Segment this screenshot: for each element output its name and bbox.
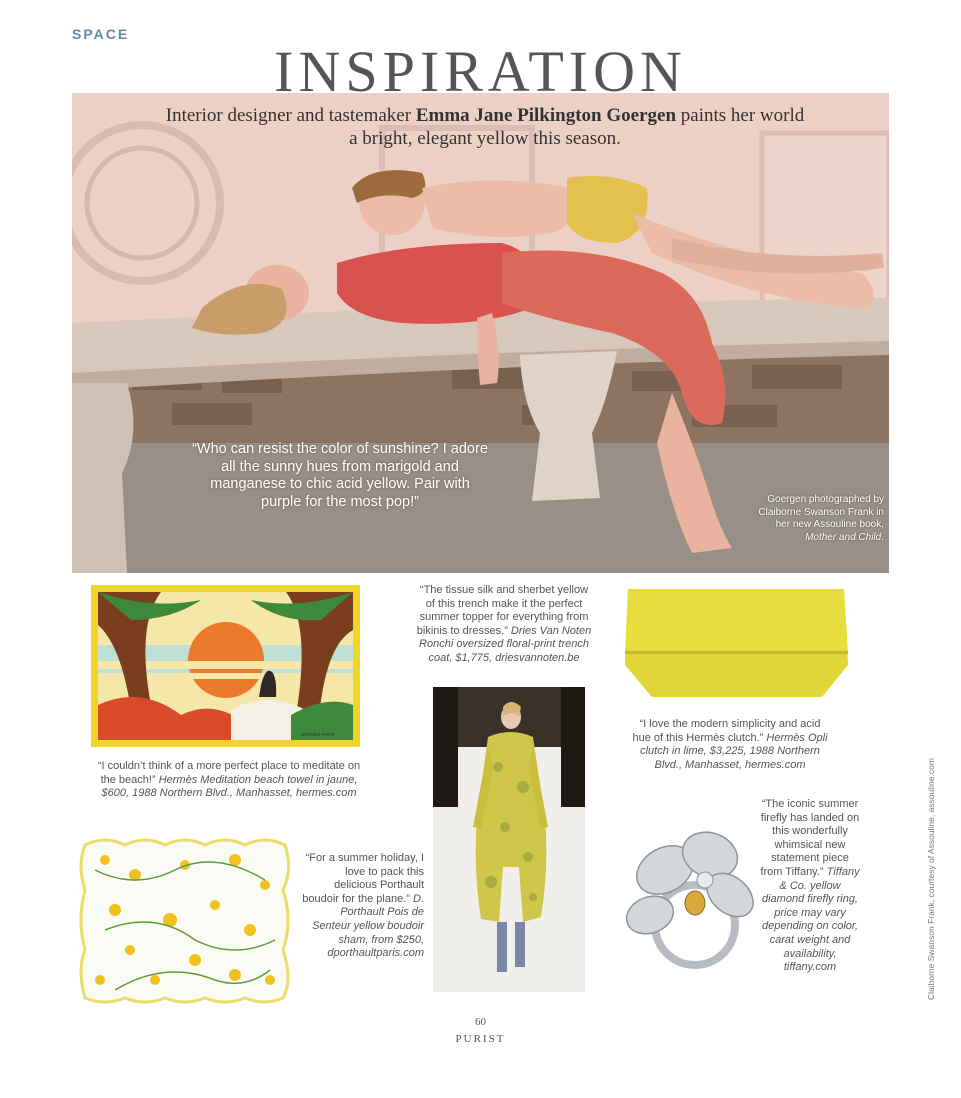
subtitle-rest: paints her world a bright, elegant yellow this season. — [349, 105, 805, 149]
clutch-caption — [630, 718, 830, 772]
clutch-illustration — [622, 585, 850, 710]
page-subtitle — [160, 104, 810, 150]
sham-caption — [300, 852, 424, 961]
side-photo-credit: Claiborne Swanson Frank, courtesy of Assouline, assouline.com — [926, 758, 936, 1000]
towel-image — [91, 585, 360, 747]
ring-detail: Tiffany & Co. yellow diamond firefly ring, price may vary depending on color, carat weight and availability, tiffany.com — [761, 865, 860, 974]
page-number: 60 — [475, 1016, 486, 1028]
ring-quote: “The iconic summer firefly has landed on this wonderfully whimsical new statement piece from Tiffany.” — [760, 798, 860, 878]
sham-detail: D. Porthault Pois de Senteur yellow boudoir sham, from $250, dporthaultparis.com — [312, 892, 424, 960]
hero-credit-book: Mother and Child — [805, 531, 882, 543]
hero-photo-credit — [752, 494, 884, 544]
hero-credit-end: . — [881, 531, 884, 543]
hero-credit-text: Goergen photographed by Claiborne Swanson Frank in her new Assouline book, — [758, 494, 884, 530]
hero-quote: “Who can resist the color of sunshine? I adore all the sunny hues from marigold and manganese to chic acid yellow. Pair with purple for the most pop!” — [192, 441, 488, 510]
page-title: INSPIRATION — [274, 39, 687, 104]
ring-illustration — [610, 815, 775, 980]
trench-caption — [414, 584, 594, 666]
sham-image — [75, 830, 295, 1010]
subtitle-intro: Interior designer and tastemaker — [165, 105, 416, 126]
towel-quote: “I couldn’t think of a more perfect place to meditate on the beach!” — [97, 760, 361, 786]
sham-quote: “For a summer holiday, I love to pack this delicious Porthault boudoir for the plane.” — [302, 852, 424, 905]
trench-quote: “The tissue silk and sherbet yellow of this trench make it the perfect summer topper for everything from bikinis to dresses.” — [416, 584, 589, 637]
publication-name: PURIST — [455, 1033, 506, 1045]
towel-caption — [94, 760, 364, 801]
towel-detail: Hermès Meditation beach towel in jaune, $600, 1988 Northern Blvd., Manhasset, hermes.com — [101, 773, 358, 800]
clutch-detail: Hermès Opli clutch in lime, $3,225, 1988 Northern Blvd., Manhasset, hermes.com — [640, 731, 828, 771]
ring-image — [610, 815, 775, 980]
clutch-image — [622, 585, 850, 710]
trench-image — [433, 687, 585, 992]
trench-detail: Dries Van Noten Ronchi oversized floral-print trench coat, $1,775, driesvannoten.be — [419, 624, 592, 664]
ring-caption — [760, 798, 860, 975]
towel-illustration — [91, 585, 360, 747]
towel-brand-tag: HERMÈS-PARIS — [301, 732, 335, 737]
runway-illustration — [433, 687, 585, 992]
sham-illustration — [75, 830, 295, 1010]
clutch-quote: “I love the modern simplicity and acid hue of this Hermès clutch.” — [632, 718, 821, 744]
subtitle-name: Emma Jane Pilkington Goergen — [415, 105, 677, 126]
section-label: SPACE — [72, 26, 130, 42]
